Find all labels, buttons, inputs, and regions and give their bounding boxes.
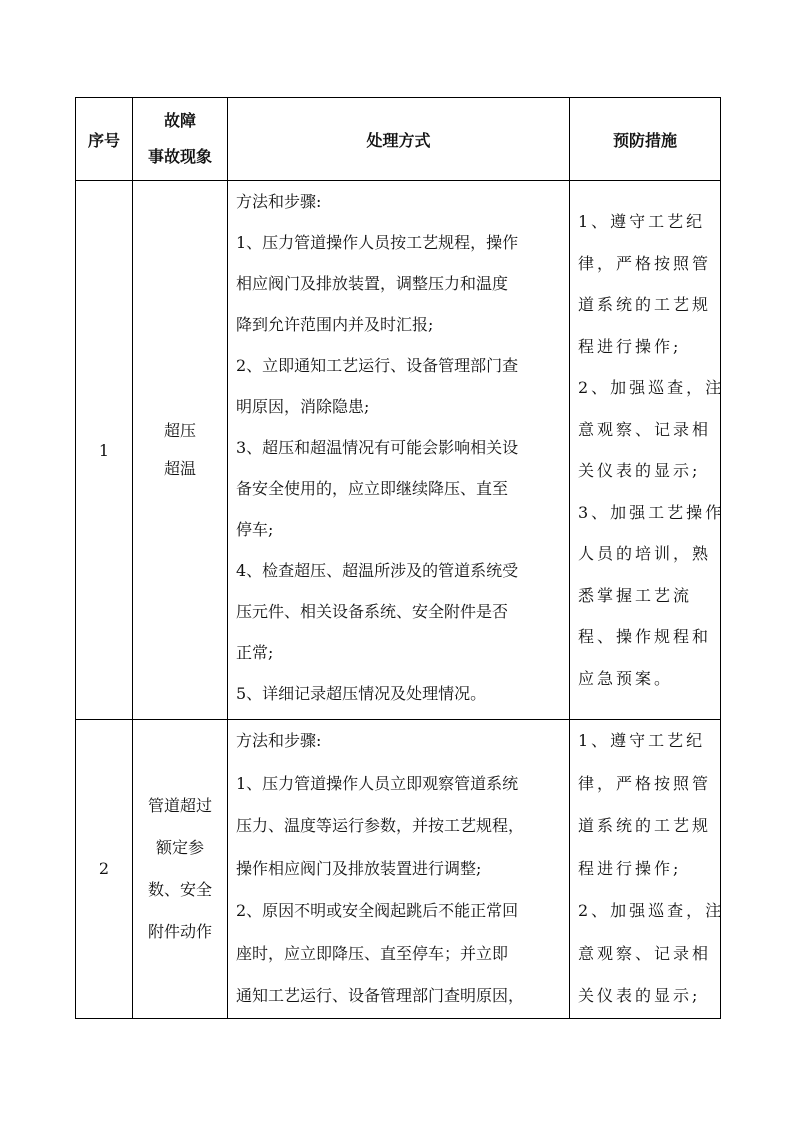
text-line: 2、原因不明或安全阀起跳后不能正常回 [236, 901, 519, 920]
text-line: 相应阀门及排放装置，调整压力和温度 [236, 274, 509, 293]
text-line: 2、加强巡查，注 [578, 378, 725, 397]
text-line: 关仪表的显示; [578, 986, 701, 1005]
text-line: 1、压力管道操作人员按工艺规程，操作 [236, 233, 519, 252]
text-line: 数、安全 [147, 879, 212, 899]
text-line: 应急预案。 [578, 668, 674, 688]
text-line: 备安全使用的，应立即继续降压、直至 [236, 479, 509, 498]
text-line: 降到允许范围内并及时汇报; [236, 315, 434, 334]
text-line: 停车; [236, 520, 274, 539]
text-line: 人员的培训，熟 [578, 544, 712, 563]
text-line: 程进行操作; [578, 336, 682, 356]
row-fault [133, 181, 228, 720]
row-prevention [570, 720, 725, 1019]
table-row [76, 720, 721, 1019]
text-line: 4、检查超压、超温所涉及的管道系统受 [236, 561, 519, 580]
text-line: 方法和步骤: [236, 731, 322, 750]
row-handling [228, 720, 570, 1019]
header-fault-line: 故障 [163, 111, 196, 130]
text-line: 3、加强工艺操作 [578, 502, 725, 522]
text-line: 压力、温度等运行参数，并按工艺规程， [236, 816, 525, 835]
text-line: 2、立即通知工艺运行、设备管理部门查 [236, 356, 519, 375]
header-fault-line: 事故现象 [147, 147, 212, 166]
text-line: 道系统的工艺规 [578, 295, 712, 314]
text-line: 明原因，消除隐患; [236, 397, 370, 416]
text-line: 5、详细记录超压情况及处理情况。 [236, 684, 487, 703]
row-prevention [570, 181, 725, 720]
text-line: 压元件、相关设备系统、安全附件是否 [236, 602, 509, 621]
text-line: 座时，应立即降压、直至停车；并立即 [236, 943, 509, 963]
text-line: 附件动作 [147, 921, 212, 941]
text-line: 1、遵守工艺纪 [578, 731, 706, 750]
header-fault [133, 98, 228, 181]
text-line: 方法和步骤: [236, 192, 322, 211]
row-fault [133, 720, 228, 1019]
text-line: 操作相应阀门及排放装置进行调整; [236, 858, 482, 878]
text-line: 通知工艺运行、设备管理部门查明原因， [236, 986, 525, 1005]
text-line: 1、压力管道操作人员立即观察管道系统 [236, 773, 519, 793]
row-index: 2 [76, 720, 133, 1019]
text-line: 额定参 [155, 837, 204, 857]
header-index: 序号 [76, 98, 133, 181]
text-line: 程、操作规程和 [578, 627, 712, 646]
text-line: 1、遵守工艺纪 [578, 212, 706, 231]
text-line: 管道超过 [147, 795, 212, 815]
header-prevention: 预防措施 [570, 98, 721, 181]
row-handling [228, 181, 570, 720]
row-index: 1 [76, 181, 133, 720]
text-line: 关仪表的显示; [578, 461, 701, 480]
text-line: 悉掌握工艺流 [578, 585, 693, 605]
text-line: 意观察、记录相 [578, 943, 712, 963]
text-line: 正常; [236, 643, 274, 662]
text-line: 律，严格按照管 [578, 773, 712, 793]
text-line: 意观察、记录相 [578, 419, 712, 439]
table-header-row [76, 98, 721, 181]
text-line: 2、加强巡查，注 [578, 901, 725, 920]
text-line: 超压 [163, 421, 196, 440]
table-row [76, 181, 721, 720]
header-handling: 处理方式 [228, 98, 570, 181]
text-line: 道系统的工艺规 [578, 816, 712, 835]
text-line: 律，严格按照管 [578, 253, 712, 273]
fault-handling-table [75, 97, 725, 1019]
text-line: 3、超压和超温情况有可能会影响相关设 [236, 438, 519, 457]
text-line: 超温 [163, 459, 196, 478]
text-line: 程进行操作; [578, 858, 682, 878]
